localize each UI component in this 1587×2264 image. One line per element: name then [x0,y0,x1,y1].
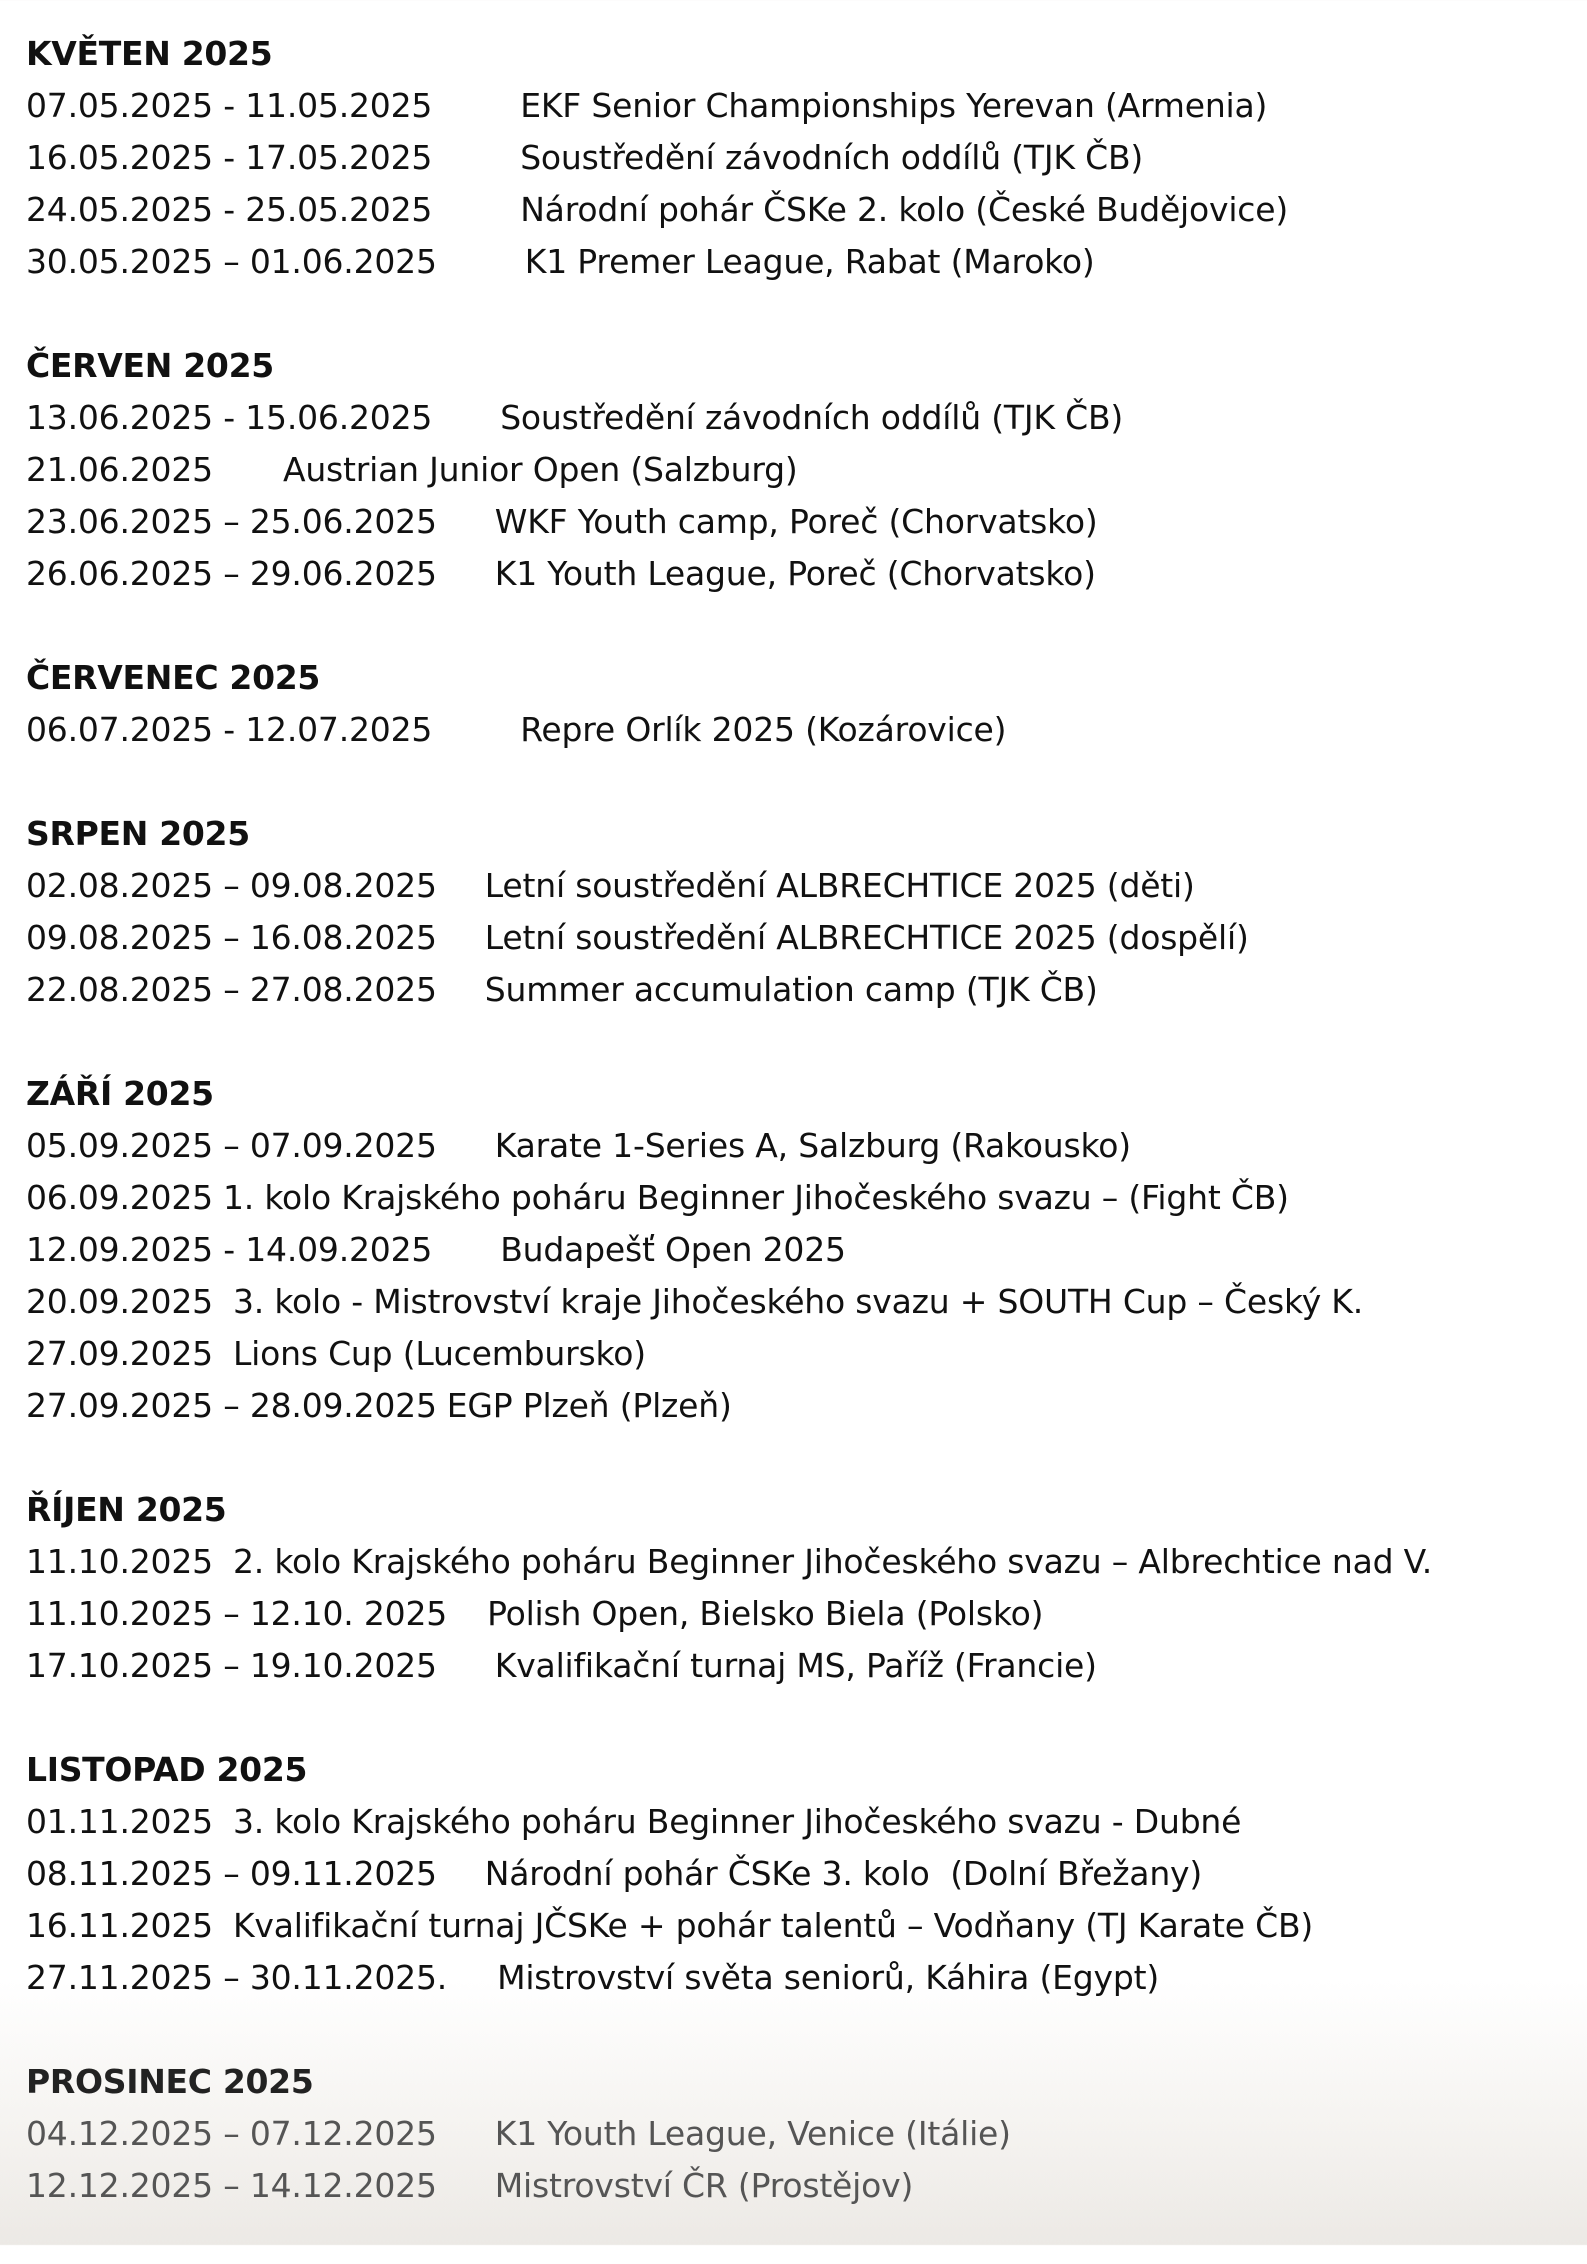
event-date: 07.05.2025 - 11.05.2025 [26,86,433,125]
event-name: Soustředění závodních oddílů (TJK ČB) [520,138,1144,177]
event-row [26,1172,1566,1224]
month-heading: LISTOPAD 2025 [26,1750,308,1789]
event-name: K1 Youth League, Venice (Itálie) [494,2114,1011,2153]
month-section-zari [26,1068,1566,1432]
month-section-kveten [26,28,1566,288]
month-heading: ČERVENEC 2025 [26,658,321,697]
event-name: Polish Open, Bielsko Biela (Polsko) [487,1594,1044,1633]
month-section-cerven [26,340,1566,600]
event-row [26,1640,1566,1692]
event-date: 17.10.2025 – 19.10.2025 [26,1646,437,1685]
event-row [26,392,1566,444]
event-date: 05.09.2025 – 07.09.2025 [26,1126,437,1165]
event-name: Národní pohár ČSKe 2. kolo (České Budějovice) [520,190,1289,229]
event-date: 08.11.2025 – 09.11.2025 [26,1854,437,1893]
event-date: 16.11.2025 [26,1906,213,1945]
event-calendar [26,28,1566,2264]
event-row [26,1224,1566,1276]
event-name: Národní pohár ČSKe 3. kolo (Dolní Břežany) [484,1854,1203,1893]
event-row [26,964,1566,1016]
event-row [26,1588,1566,1640]
month-heading: ČERVEN 2025 [26,346,274,385]
event-row [26,1796,1566,1848]
event-row [26,2108,1566,2160]
event-date: 27.09.2025 – 28.09.2025 [26,1386,437,1425]
event-row [26,2160,1566,2212]
event-row [26,236,1566,288]
event-name: Kvalifikační turnaj JČSKe + pohár talentů – Vodňany (TJ Karate ČB) [232,1906,1314,1945]
event-row [26,80,1566,132]
event-row [26,496,1566,548]
event-date: 16.05.2025 - 17.05.2025 [26,138,433,177]
event-name: Karate 1-Series A, Salzburg (Rakousko) [494,1126,1131,1165]
event-date: 06.07.2025 - 12.07.2025 [26,710,433,749]
event-name: EGP Plzeň (Plzeň) [446,1386,732,1425]
event-date: 12.12.2025 – 14.12.2025 [26,2166,437,2205]
month-heading: ŘÍJEN 2025 [26,1490,227,1529]
event-name: K1 Youth League, Poreč (Chorvatsko) [494,554,1096,593]
event-row [26,444,1566,496]
event-date: 22.08.2025 – 27.08.2025 [26,970,437,1009]
event-name: EKF Senior Championships Yerevan (Armenia) [520,86,1268,125]
event-row [26,704,1566,756]
event-name: Repre Orlík 2025 (Kozárovice) [520,710,1007,749]
event-name: Budapešť Open 2025 [500,1230,846,1269]
month-section-rijen [26,1484,1566,1692]
event-name: Soustředění závodních oddílů (TJK ČB) [500,398,1124,437]
event-name: Lions Cup (Lucembursko) [232,1334,646,1373]
event-name: 3. kolo Krajského poháru Beginner Jihočeského svazu - Dubné [232,1802,1242,1841]
event-date: 26.06.2025 – 29.06.2025 [26,554,437,593]
event-name: 3. kolo - Mistrovství kraje Jihočeského svazu + SOUTH Cup – Český K. [232,1282,1364,1321]
event-date: 13.06.2025 - 15.06.2025 [26,398,433,437]
event-row [26,1120,1566,1172]
event-date: 24.05.2025 - 25.05.2025 [26,190,433,229]
event-name: Austrian Junior Open (Salzburg) [282,450,798,489]
event-row [26,1848,1566,1900]
event-date: 20.09.2025 [26,1282,213,1321]
event-row [26,1900,1566,1952]
event-name: K1 Premer League, Rabat (Maroko) [524,242,1095,281]
event-name: WKF Youth camp, Poreč (Chorvatsko) [494,502,1098,541]
event-name: 2. kolo Krajského poháru Beginner Jihočeského svazu – Albrechtice nad V. [232,1542,1433,1581]
event-date: 23.06.2025 – 25.06.2025 [26,502,437,541]
event-row [26,1276,1566,1328]
month-section-prosinec [26,2056,1566,2212]
event-row [26,912,1566,964]
event-name: Kvalifikační turnaj MS, Paříž (Francie) [494,1646,1097,1685]
event-date: 27.11.2025 – 30.11.2025. [26,1958,448,1997]
event-date: 04.12.2025 – 07.12.2025 [26,2114,437,2153]
event-name: Letní soustředění ALBRECHTICE 2025 (dospělí) [484,918,1249,957]
event-date: 09.08.2025 – 16.08.2025 [26,918,437,957]
event-date: 11.10.2025 – 12.10. 2025 [26,1594,448,1633]
event-row [26,184,1566,236]
month-heading: SRPEN 2025 [26,814,250,853]
month-heading: PROSINEC 2025 [26,2062,314,2101]
event-row [26,1328,1566,1380]
event-row [26,132,1566,184]
event-date: 06.09.2025 [26,1178,213,1217]
event-name: Mistrovství ČR (Prostějov) [494,2166,914,2205]
event-row [26,860,1566,912]
event-row [26,548,1566,600]
event-row [26,1380,1566,1432]
event-date: 11.10.2025 [26,1542,213,1581]
month-section-srpen [26,808,1566,1016]
event-row [26,1536,1566,1588]
month-section-cervenec [26,652,1566,756]
event-date: 27.09.2025 [26,1334,213,1373]
month-section-listopad [26,1744,1566,2004]
event-row [26,1952,1566,2004]
event-date: 01.11.2025 [26,1802,213,1841]
event-name: Mistrovství světa seniorů, Káhira (Egypt) [497,1958,1160,1997]
event-date: 30.05.2025 – 01.06.2025 [26,242,437,281]
event-date: 02.08.2025 – 09.08.2025 [26,866,437,905]
event-name: Summer accumulation camp (TJK ČB) [484,970,1098,1009]
month-heading: KVĚTEN 2025 [26,34,273,73]
event-date: 12.09.2025 - 14.09.2025 [26,1230,433,1269]
event-date: 21.06.2025 [26,450,213,489]
month-heading: ZÁŘÍ 2025 [26,1074,214,1113]
event-name: 1. kolo Krajského poháru Beginner Jihočeského svazu – (Fight ČB) [222,1178,1289,1217]
event-name: Letní soustředění ALBRECHTICE 2025 (děti) [484,866,1195,905]
